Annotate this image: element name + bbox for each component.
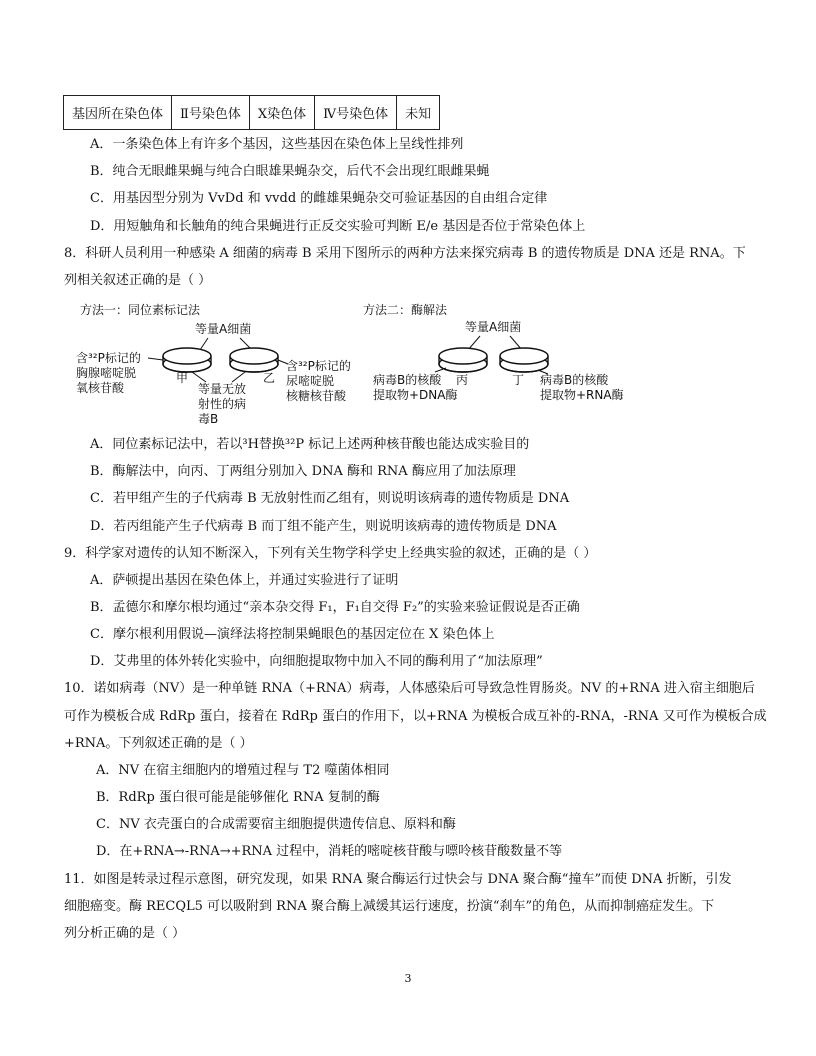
ding-label-l2: 提取物+RNA酶: [540, 388, 624, 402]
q10-stem-line3: +RNA。下列叙述正确的是（ ）: [64, 736, 253, 751]
q9-option-c: C．摩尔根利用假说—演绎法将控制果蝇眼色的基因定位在 X 染色体上: [90, 627, 495, 642]
q8-stem-line1: 8．科研人员利用一种感染 A 细菌的病毒 B 采用下图所示的两种方法来探究病毒 B 的遗传物质是 DNA 还是 RNA。下: [64, 246, 746, 261]
table-cell: X染色体: [249, 96, 314, 130]
table-row: [64, 96, 440, 130]
q10-option-d: D．在+RNA→-RNA→+RNA 过程中，消耗的嘧啶核苷酸与嘌呤核苷酸数量不等: [96, 844, 563, 859]
q9-option-b: B．孟德尔和摩尔根均通过“亲本杂交得 F₁，F₁自交得 F₂”的实验来验证假说是否正确: [90, 600, 580, 615]
q9-option-d: D．艾弗里的体外转化实验中，向细胞提取物中加入不同的酶利用了“加法原理”: [90, 654, 543, 669]
thymidine-label-l3: 氧核苷酸: [76, 381, 125, 395]
q9-option-a: A．萨顿提出基因在染色体上，并通过实验进行了证明: [90, 573, 399, 588]
table-cell: 未知: [397, 96, 440, 130]
dish-ding-label: 丁: [512, 373, 525, 387]
q10-option-c: C．NV 衣壳蛋白的合成需要宿主细胞提供遗传信息、原料和酶: [96, 817, 456, 832]
q8-option-b: B．酶解法中，向丙、丁两组分别加入 DNA 酶和 RNA 酶应用了加法原理: [90, 464, 516, 479]
bing-label-l1: 病毒B的核酸: [373, 373, 442, 387]
petri-dish-bing: [439, 348, 487, 372]
virus-label-l1: 等量无放: [198, 382, 247, 396]
table-cell: Ⅱ号染色体: [172, 96, 250, 130]
q8-experiment-figure: [60, 298, 740, 428]
q10-option-b: B．RdRp 蛋白很可能是能够催化 RNA 复制的酶: [96, 790, 380, 805]
q7-option-a: A．一条染色体上有许多个基因，这些基因在染色体上呈线性排列: [90, 137, 464, 152]
dish-bing-label: 丙: [456, 373, 469, 387]
q11-stem-line1: 11．如图是转录过程示意图，研究发现，如果 RNA 聚合酶运行过快会与 DNA 聚合酶“撞车”而使 DNA 折断，引发: [64, 872, 732, 887]
q7-option-b: B．纯合无眼雌果蝇与纯合白眼雄果蝇杂交，后代不会出现红眼雌果蝇: [90, 164, 490, 179]
q10-option-a: A．NV 在宿主细胞内的增殖过程与 T2 噬菌体相同: [96, 763, 390, 778]
table-cell: 基因所在染色体: [64, 96, 172, 130]
uridine-label-l1: 含³²P标记的: [286, 359, 351, 373]
q7-option-c: C．用基因型分别为 VvDd 和 vvdd 的雌雄果蝇杂交可验证基因的自由组合定律: [90, 191, 548, 206]
uridine-label-l2: 尿嘧啶脱: [286, 374, 335, 388]
method2-title: 方法二：酶解法: [363, 303, 448, 317]
thymidine-label-l1: 含³²P标记的: [76, 351, 141, 365]
q11-stem-line2: 细胞癌变。酶 RECQL5 可以吸附到 RNA 聚合酶上减缓其运行速度，扮演“刹车”的角色，从而抑制癌症发生。下: [64, 899, 715, 914]
q8-option-c: C．若甲组产生的子代病毒 B 无放射性而乙组有，则说明该病毒的遗传物质是 DNA: [90, 491, 570, 506]
q8-stem-line2: 列相关叙述正确的是（ ）: [64, 273, 212, 288]
q8-option-d: D．若丙组能产生子代病毒 B 而丁组不能产生，则说明该病毒的遗传物质是 DNA: [90, 519, 557, 534]
dish-jia-label: 甲: [176, 371, 189, 385]
equal-bacteria-label-1: 等量A细菌: [195, 322, 252, 336]
table-cell: Ⅳ号染色体: [315, 96, 397, 130]
equal-bacteria-label-2: 等量A细菌: [465, 320, 522, 334]
q7-option-d: D．用短触角和长触角的纯合果蝇进行正反交实验可判断 E/e 基因是否位于常染色体上: [90, 219, 586, 234]
bing-label-l2: 提取物+DNA酶: [373, 388, 458, 402]
q9-stem: 9．科学家对遗传的认知不断深入，下列有关生物学科学史上经典实验的叙述，正确的是（ ）: [64, 546, 597, 561]
petri-dish-yi: [230, 348, 278, 372]
q10-stem-line2: 可作为模板合成 RdRp 蛋白，接着在 RdRp 蛋白的作用下，以+RNA 为模板合成互补的-RNA，-RNA 又可作为模板合成: [64, 709, 767, 724]
uridine-label-l3: 核糖核苷酸: [286, 389, 347, 403]
petri-dish-ding: [500, 348, 548, 372]
virus-label-l2: 射性的病: [198, 397, 247, 411]
thymidine-label-l2: 胸腺嘧啶脱: [76, 366, 137, 380]
ding-label-l1: 病毒B的核酸: [540, 373, 609, 387]
petri-dish-jia: [163, 348, 211, 372]
method1-title: 方法一：同位素标记法: [80, 303, 201, 317]
q10-stem-line1: 10．诺如病毒（NV）是一种单链 RNA（+RNA）病毒，人体感染后可导致急性胃肠炎。NV 的+RNA 进入宿主细胞后: [64, 681, 755, 696]
page-number: 3: [404, 972, 412, 985]
q8-option-a: A．同位素标记法中，若以³H替换³²P 标记上述两种核苷酸也能达成实验目的: [90, 437, 530, 452]
chromosome-table: [63, 95, 440, 130]
q11-stem-line3: 列分析正确的是（ ）: [64, 926, 186, 941]
virus-label-l3: 毒B: [198, 412, 219, 426]
dish-yi-label: 乙: [263, 371, 276, 385]
